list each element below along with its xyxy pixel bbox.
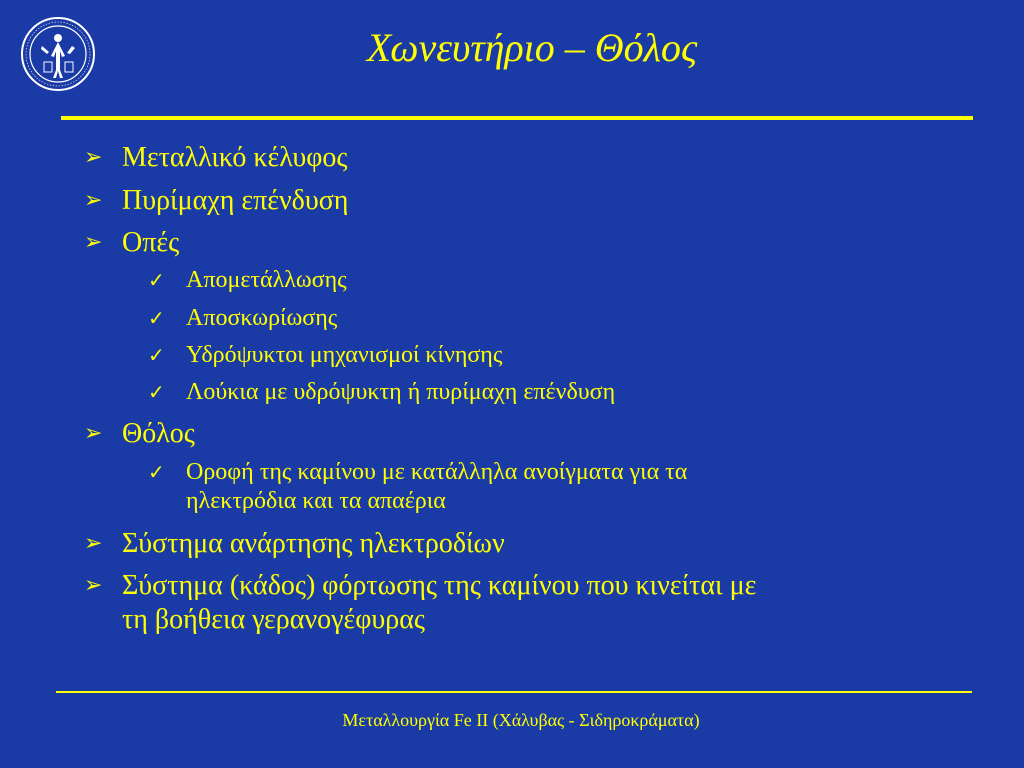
bullet-text: Πυρίμαχη επένδυση bbox=[122, 185, 349, 216]
sub-bullet-text: ηλεκτρόδια και τα απαέρια bbox=[186, 488, 446, 514]
arrow-bullet-icon: ➢ bbox=[84, 230, 103, 255]
sub-bullet-text: Λούκια με υδρόψυκτη ή πυρίμαχη επένδυση bbox=[186, 379, 616, 405]
sub-bullet-text: Απομετάλλωσης bbox=[186, 267, 347, 293]
checkmark-icon: ✓ bbox=[148, 380, 165, 404]
bullet-text: Μεταλλικό κέλυφος bbox=[122, 142, 348, 173]
checkmark-icon: ✓ bbox=[148, 306, 165, 330]
slide-title: Χωνευτήριο – Θόλος bbox=[366, 25, 698, 70]
footer-divider bbox=[56, 691, 972, 693]
checkmark-icon: ✓ bbox=[148, 460, 165, 484]
arrow-bullet-icon: ➢ bbox=[84, 573, 103, 598]
bullet-text: Σύστημα (κάδος) φόρτωσης της καμίνου που κινείται με bbox=[122, 570, 757, 601]
arrow-bullet-icon: ➢ bbox=[84, 531, 103, 556]
arrow-bullet-icon: ➢ bbox=[84, 188, 103, 213]
slide-footer: Μεταλλουργία Fe II (Χάλυβας - Σιδηροκράματα) bbox=[342, 710, 700, 730]
checkmark-icon: ✓ bbox=[148, 343, 165, 367]
bullet-text: Οπές bbox=[122, 227, 180, 258]
bullet-text: τη βοήθεια γερανογέφυρας bbox=[122, 604, 425, 635]
arrow-bullet-icon: ➢ bbox=[84, 421, 103, 446]
sub-bullet-text: Οροφή της καμίνου με κατάλληλα ανοίγματα για τα bbox=[186, 459, 688, 485]
bullet-text: Θόλος bbox=[122, 418, 195, 449]
checkmark-icon: ✓ bbox=[148, 268, 165, 292]
arrow-bullet-icon: ➢ bbox=[84, 145, 103, 170]
bullet-text: Σύστημα ανάρτησης ηλεκτροδίων bbox=[122, 528, 505, 559]
sub-bullet-text: Υδρόψυκτοι μηχανισμοί κίνησης bbox=[186, 342, 503, 368]
sub-bullet-text: Αποσκωρίωσης bbox=[186, 305, 338, 331]
